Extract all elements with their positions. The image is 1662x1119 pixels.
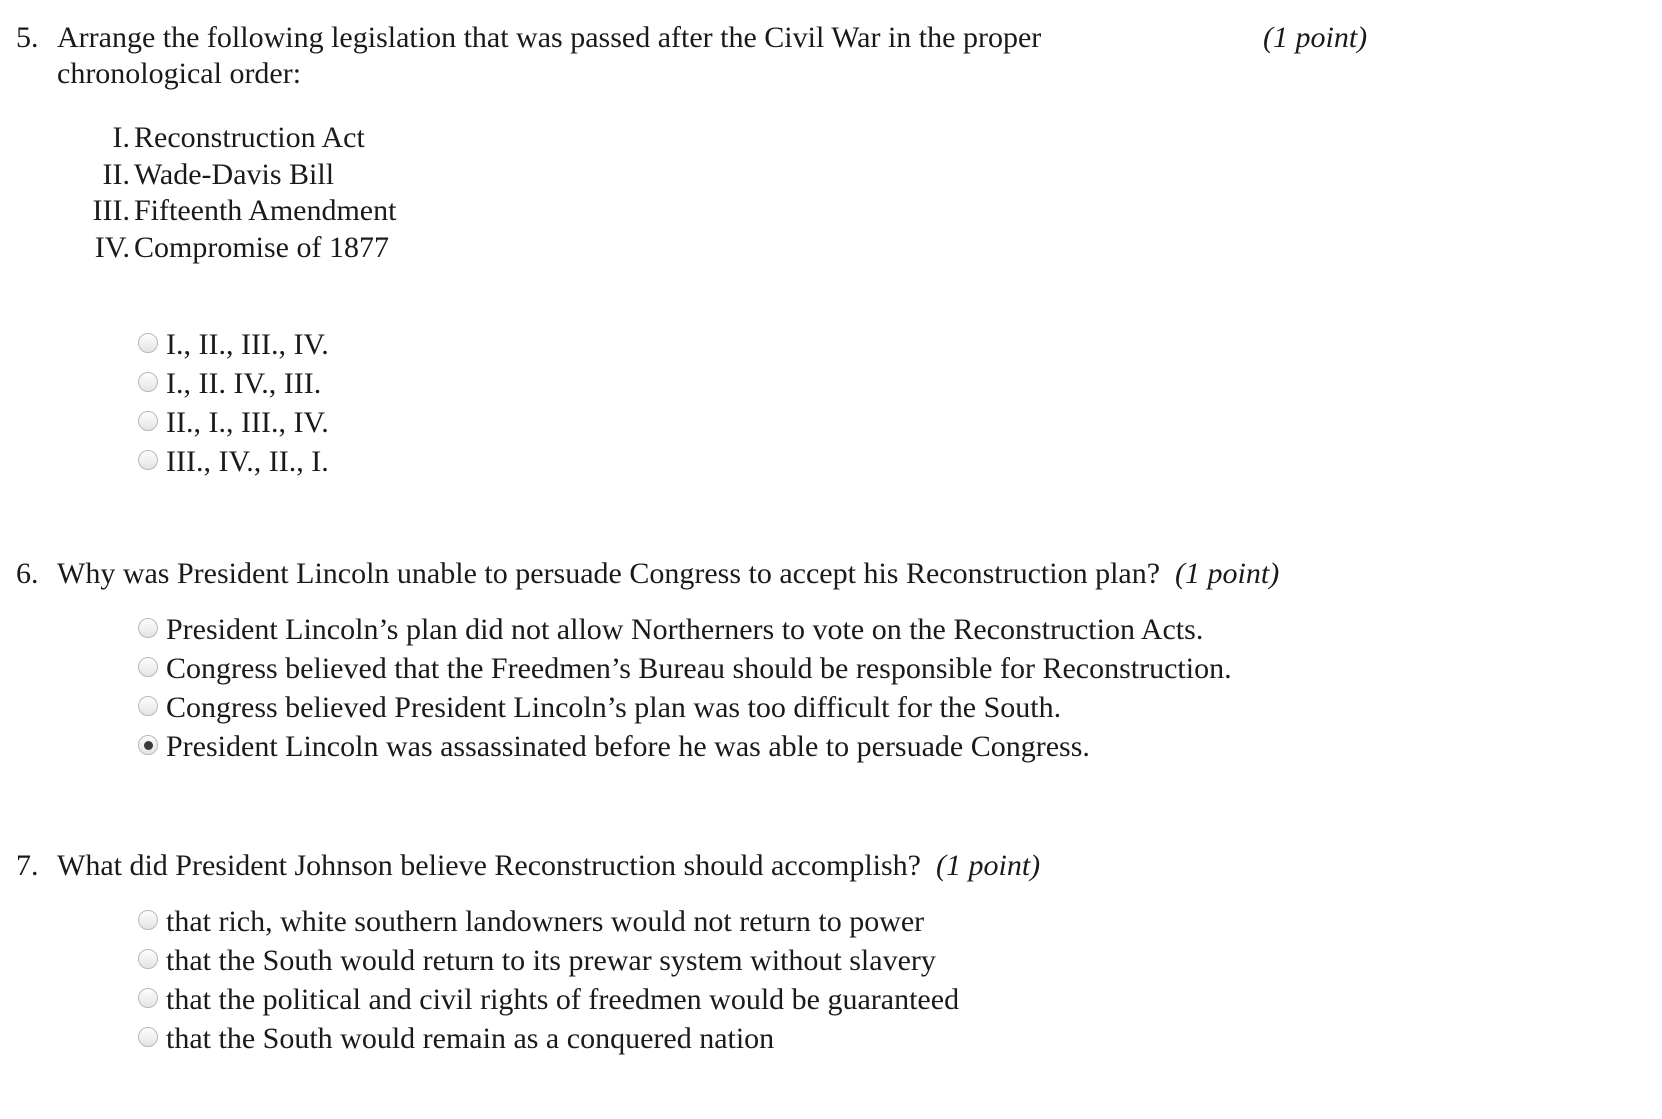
answer-option-label[interactable]: II., I., III., IV. xyxy=(166,406,329,439)
answer-option[interactable] xyxy=(138,649,1538,688)
answer-option-label[interactable]: Congress believed President Lincoln’s plan was too difficult for the South. xyxy=(166,691,1062,724)
answer-option-label[interactable]: Congress believed that the Freedmen’s Bureau should be responsible for Reconstruction. xyxy=(166,652,1232,685)
answer-option[interactable] xyxy=(138,403,1038,442)
answer-option-label[interactable]: that the South would remain as a conquered nation xyxy=(166,1022,775,1055)
question-text xyxy=(57,848,1040,884)
answer-choices xyxy=(138,902,1338,1058)
list-item-numeral: I. xyxy=(112,121,130,154)
answer-choices xyxy=(138,610,1538,766)
question-text xyxy=(57,556,1279,592)
question-points: (1 point) xyxy=(1175,557,1280,590)
radio-button[interactable] xyxy=(138,949,158,969)
question-text-line-1: Arrange the following legislation that was passed after the Civil War in the proper xyxy=(57,21,1042,54)
radio-button[interactable] xyxy=(138,618,158,638)
answer-option[interactable] xyxy=(138,1019,1338,1058)
list-item-label: Reconstruction Act xyxy=(134,121,365,154)
answer-option[interactable] xyxy=(138,688,1538,727)
answer-option[interactable] xyxy=(138,325,1038,364)
question-points: (1 point) xyxy=(1263,21,1368,54)
question-text-line-2: chronological order: xyxy=(57,57,302,90)
answer-option-label[interactable]: that the political and civil rights of freedmen would be guaranteed xyxy=(166,983,960,1016)
list-item-label: Fifteenth Amendment xyxy=(134,194,397,227)
radio-button[interactable] xyxy=(138,333,158,353)
radio-button[interactable] xyxy=(138,696,158,716)
answer-option-label[interactable]: III., IV., II., I. xyxy=(166,445,329,478)
answer-option-label[interactable]: President Lincoln’s plan did not allow Northerners to vote on the Reconstruction Acts. xyxy=(166,613,1204,646)
answer-option[interactable] xyxy=(138,902,1338,941)
radio-button[interactable] xyxy=(138,910,158,930)
list-item-label: Wade-Davis Bill xyxy=(134,157,335,191)
answer-option[interactable] xyxy=(138,727,1538,766)
question-number: 6. xyxy=(16,557,39,590)
list-item xyxy=(16,120,516,157)
question-number: 7. xyxy=(16,849,39,882)
question-5 xyxy=(16,20,1416,480)
answer-option-label[interactable]: that the South would return to its prewar system without slavery xyxy=(166,944,936,977)
list-item xyxy=(16,230,516,267)
list-item-label: Compromise of 1877 xyxy=(134,230,389,264)
question-text-body: Why was President Lincoln unable to persuade Congress to accept his Reconstruction plan? xyxy=(57,557,1161,590)
radio-button[interactable] xyxy=(138,450,158,470)
answer-option-label[interactable]: I., II., III., IV. xyxy=(166,328,329,361)
list-item xyxy=(16,157,516,194)
answer-option[interactable] xyxy=(138,941,1338,980)
question-6-header xyxy=(16,556,1576,592)
radio-button[interactable] xyxy=(138,988,158,1008)
question-text-body: What did President Johnson believe Reconstruction should accomplish? xyxy=(57,849,921,882)
question-5-header xyxy=(16,20,1416,92)
answer-option[interactable] xyxy=(138,442,1038,481)
radio-button[interactable] xyxy=(138,372,158,392)
radio-button[interactable] xyxy=(138,735,158,755)
answer-choices xyxy=(138,325,1038,481)
answer-option[interactable] xyxy=(138,364,1038,403)
radio-button[interactable] xyxy=(138,411,158,431)
list-item-numeral: II. xyxy=(102,157,130,191)
legislation-list xyxy=(16,120,516,266)
question-6 xyxy=(16,556,1576,786)
answer-option-label[interactable]: that rich, white southern landowners would not return to power xyxy=(166,905,925,938)
question-points: (1 point) xyxy=(936,849,1041,882)
list-item-numeral: III. xyxy=(92,194,130,227)
radio-button[interactable] xyxy=(138,657,158,677)
question-7-header xyxy=(16,848,1576,884)
answer-option-label[interactable]: I., II. IV., III. xyxy=(166,367,322,400)
question-number: 5. xyxy=(16,21,39,54)
question-7 xyxy=(16,848,1576,1078)
list-item-numeral: IV. xyxy=(94,230,130,264)
answer-option[interactable] xyxy=(138,610,1538,649)
answer-option[interactable] xyxy=(138,980,1338,1019)
list-item xyxy=(16,193,516,230)
radio-button[interactable] xyxy=(138,1027,158,1047)
answer-option-label[interactable]: President Lincoln was assassinated before he was able to persuade Congress. xyxy=(166,730,1090,763)
